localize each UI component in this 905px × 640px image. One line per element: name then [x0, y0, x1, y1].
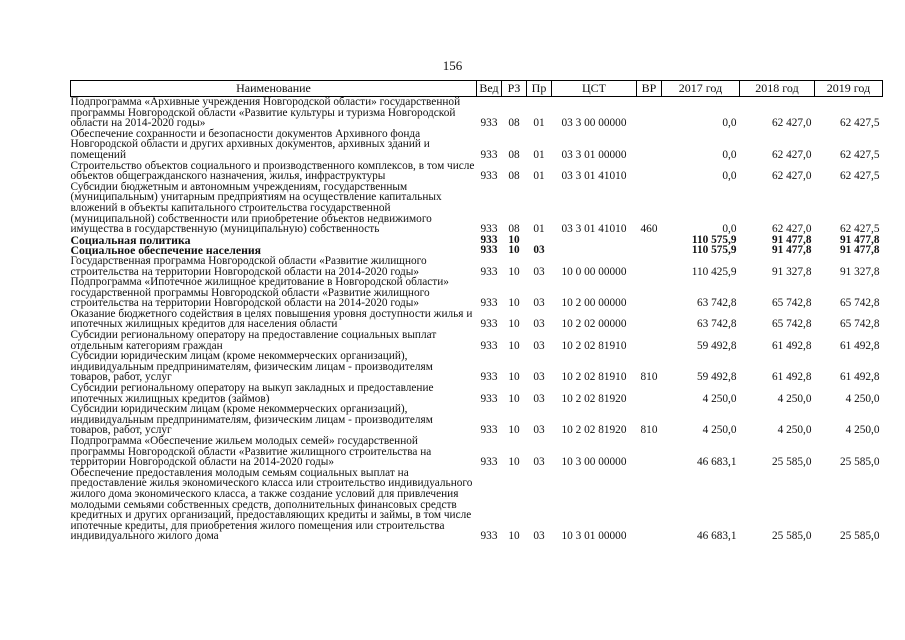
- table-cell-2019: 62 427,5: [839, 223, 880, 236]
- table-cell-name: Субсидии региональному оператору на предоставление социальных выплат отдельным категориям граждан: [70, 329, 437, 352]
- table-cell-cst: 03 3 00 00000: [561, 117, 627, 130]
- table-cell-pr: 03: [533, 456, 545, 469]
- table-cell-pr: 03: [533, 244, 545, 257]
- table-cell-cst: 10 2 02 81920: [561, 424, 627, 437]
- table-cell-ved: 933: [480, 233, 498, 246]
- header-vr: ВР: [637, 81, 662, 97]
- table-cell-2018: 62 427,0: [771, 148, 812, 161]
- table-cell-2018: 62 427,0: [771, 223, 812, 236]
- table-cell-2019: 91 477,8: [839, 244, 880, 257]
- table-row: [71, 404, 883, 436]
- table-cell-rz: 08: [508, 170, 520, 183]
- table-cell-ved: 933: [480, 265, 498, 278]
- table-cell-cst: [552, 235, 637, 246]
- table-cell-2018: 65 742,8: [771, 297, 812, 310]
- table-cell-2017: 4 250,0: [702, 424, 737, 437]
- table-cell-ved: 933: [480, 244, 498, 257]
- table-cell-name: Подпрограмма «Ипотечное жилищное кредитование в Новгородской области» государственной программы Новгородской области «Развитие жилищного строительства на территории Новгородской области на 2014-2020 годы»: [70, 276, 449, 310]
- table-cell-pr: 03: [533, 392, 545, 405]
- header-cst: ЦСТ: [552, 81, 637, 97]
- table-cell-2019: 62 427,5: [839, 170, 880, 183]
- table-cell-2018: 25 585,0: [771, 530, 812, 543]
- table-cell-ved: 933: [480, 117, 498, 130]
- table-cell-2019: 25 585,0: [839, 456, 880, 469]
- table-cell-vr: [637, 436, 662, 468]
- table-cell-rz: 10: [508, 244, 520, 257]
- table-cell-name: Подпрограмма «Архивные учреждения Новгородской области» государственной программы Новгородской области «Развитие культуры и туризма Новгородской области на 2014-2020 годы»: [70, 96, 461, 130]
- table-cell-2018: 25 585,0: [771, 456, 812, 469]
- table-cell-2018: 4 250,0: [777, 424, 812, 437]
- table-cell-cst: 10 2 00 00000: [561, 297, 627, 310]
- table-cell-pr: 03: [533, 339, 545, 352]
- table-cell-2017: 4 250,0: [702, 392, 737, 405]
- table-cell-2017: 110 425,9: [691, 265, 737, 278]
- table-cell-2017: 0,0: [722, 170, 737, 183]
- table-cell-cst: 03 3 01 41010: [561, 170, 627, 183]
- table-row: [71, 436, 883, 468]
- table-cell-vr: 810: [640, 371, 658, 384]
- table-cell-pr: 03: [533, 530, 545, 543]
- budget-table: [70, 80, 883, 542]
- header-2019: 2019 год: [815, 81, 883, 97]
- table-cell-2018: 61 492,8: [771, 371, 812, 384]
- table-cell-pr: 03: [533, 297, 545, 310]
- table-cell-2017: 59 492,8: [696, 371, 737, 384]
- table-row: [71, 256, 883, 277]
- table-cell-rz: 10: [508, 233, 520, 246]
- table-cell-pr: 03: [533, 318, 545, 331]
- table-cell-2019: 62 427,5: [839, 117, 880, 130]
- table-cell-name: Подпрограмма «Обеспечение жильем молодых семей» государственной программы Новгородской области «Развитие жилищного строительства на территории Новгородской области на 2014-2020 годы»: [70, 435, 432, 469]
- table-cell-vr: [637, 256, 662, 277]
- table-cell-name: Обеспечение предоставления молодым семьям социальных выплат на предоставление жилья экономического класса или строительство индивидуального жилого дома экономического класса, а также создание условий для привлечения молодыми семьями собственных средств, дополнительных финансовых средств кредитных и других организаций, предоставляющих кредиты и займы, в том числе ипотечные кредиты, для приобретения жилого помещения или строительства индивидуального жилого дома: [70, 466, 473, 543]
- table-cell-rz: 10: [508, 318, 520, 331]
- table-cell-pr: 03: [533, 265, 545, 278]
- table-cell-rz: 08: [508, 148, 520, 161]
- table-cell-2019: 4 250,0: [845, 424, 880, 437]
- table-cell-name: Государственная программа Новгородской области «Развитие жилищного строительства на территории Новгородской области на 2014-2020 годы»: [70, 254, 427, 278]
- table-cell-name: Строительство объектов социального и производственного комплексов, в том числе объектов общегражданского назначения, жилья, инфраструктуры: [70, 159, 475, 183]
- table-cell-cst: 10 2 02 81920: [561, 392, 627, 405]
- table-cell-2017: 63 742,8: [696, 297, 737, 310]
- table-row: [71, 330, 883, 351]
- table-cell-2017: 46 683,1: [696, 456, 737, 469]
- table-cell-2019: 65 742,8: [839, 297, 880, 310]
- table-cell-ved: 933: [480, 318, 498, 331]
- table-cell-vr: [637, 277, 662, 309]
- table-cell-2018: 62 427,0: [771, 117, 812, 130]
- table-cell-ved: 933: [480, 170, 498, 183]
- table-cell-2019: 25 585,0: [839, 530, 880, 543]
- table-cell-2017: 63 742,8: [696, 318, 737, 331]
- table-cell-name: Оказание бюджетного содействия в целях повышения уровня доступности жилья и ипотечных жилищных кредитов для населения области: [70, 307, 473, 331]
- table-cell-pr: 03: [533, 371, 545, 384]
- table-cell-rz: 10: [508, 530, 520, 543]
- table-cell-2017: 110 575,9: [691, 244, 737, 257]
- table-cell-2019: 91 327,8: [839, 265, 880, 278]
- table-row: [71, 129, 883, 161]
- table-row: [71, 309, 883, 330]
- table-cell-cst: 03 3 01 41010: [561, 223, 627, 236]
- table-cell-2018: 61 492,8: [771, 339, 812, 352]
- table-cell-2019: 62 427,5: [839, 148, 880, 161]
- table-cell-ved: 933: [480, 297, 498, 310]
- table-cell-cst: 10 3 01 00000: [561, 530, 627, 543]
- table-cell-vr: [637, 330, 662, 351]
- table-cell-2017: 0,0: [722, 117, 737, 130]
- table-cell-rz: 10: [508, 392, 520, 405]
- table-cell-2019: 61 492,8: [839, 339, 880, 352]
- table-cell-2019: 65 742,8: [839, 318, 880, 331]
- table-cell-2017: 0,0: [722, 148, 737, 161]
- table-cell-2018: 4 250,0: [777, 392, 812, 405]
- table-cell-2019: 91 477,8: [839, 233, 880, 246]
- table-cell-ved: 933: [480, 371, 498, 384]
- table-cell-name: Субсидии бюджетным и автономным учреждениям, государственным (муниципальным) унитарным предприятиям на осуществление капитальных вложений в объекты капитального строительства государственной (муниципальной) собственности или приобретение объектов недвижимого имущества в государственную (муниципальную) собственность: [70, 180, 442, 236]
- header-2017: 2017 год: [662, 81, 740, 97]
- table-cell-name: Субсидии юридическим лицам (кроме некоммерческих организаций), индивидуальным предпринимателям, физическим лицам - производителям товаров, работ, услуг: [70, 350, 433, 384]
- table-cell-cst: 10 3 00 00000: [561, 456, 627, 469]
- table-row: [71, 468, 883, 542]
- table-cell-vr: [637, 161, 662, 182]
- table-cell-2019: 61 492,8: [839, 371, 880, 384]
- table-cell-vr: [637, 468, 662, 542]
- table-cell-vr: [637, 309, 662, 330]
- table-row: [71, 97, 883, 129]
- table-row: [71, 351, 883, 383]
- header-ved: Вед: [477, 81, 502, 97]
- table-cell-ved: 933: [480, 148, 498, 161]
- table-cell-vr: [637, 245, 662, 256]
- table-cell-2017: 46 683,1: [696, 530, 737, 543]
- table-row: [71, 277, 883, 309]
- table-cell-name: Обеспечение сохранности и безопасности документов Архивного фонда Новгородской области и других архивных документов, архивных зданий и помещений: [70, 127, 430, 161]
- table-cell-pr: 03: [533, 424, 545, 437]
- table-cell-rz: 08: [508, 223, 520, 236]
- table-cell-vr: [637, 129, 662, 161]
- table-cell-ved: 933: [480, 530, 498, 543]
- table-cell-name: Субсидии юридическим лицам (кроме некоммерческих организаций), индивидуальным предпринимателям, физическим лицам - производителям товаров, работ, услуг: [70, 403, 433, 437]
- table-cell-vr: [637, 235, 662, 246]
- table-cell-rz: 10: [508, 339, 520, 352]
- header-rz: РЗ: [502, 81, 527, 97]
- table-cell-name: Социальная политика: [70, 232, 191, 247]
- header-row: [71, 81, 883, 97]
- table-cell-2018: 91 477,8: [771, 233, 812, 246]
- table-cell-2019: 4 250,0: [845, 392, 880, 405]
- table-cell-cst: [552, 245, 637, 256]
- table-cell-cst: 10 0 00 00000: [561, 265, 627, 278]
- table-cell-cst: 10 2 02 81910: [561, 371, 627, 384]
- table-cell-ved: 933: [480, 392, 498, 405]
- table-cell-ved: 933: [480, 339, 498, 352]
- table-row: [71, 182, 883, 235]
- table-cell-pr: 01: [533, 148, 545, 161]
- table-cell-rz: 10: [508, 371, 520, 384]
- table-cell-2017: 0,0: [722, 223, 737, 236]
- table-cell-ved: 933: [480, 424, 498, 437]
- table-cell-name: Субсидии региональному оператору на выкуп закладных и предоставление ипотечных жилищных кредитов (займов): [70, 382, 434, 405]
- table-cell-2018: 65 742,8: [771, 318, 812, 331]
- header-name: Наименование: [71, 81, 477, 97]
- table-cell-2018: 91 477,8: [771, 244, 812, 257]
- table-cell-name: Социальное обеспечение населения: [70, 243, 262, 258]
- table-cell-cst: 10 2 02 00000: [561, 318, 627, 331]
- table-cell-cst: 03 3 01 00000: [561, 148, 627, 161]
- table-cell-rz: 10: [508, 297, 520, 310]
- table-cell-pr: 01: [533, 170, 545, 183]
- table-cell-vr: [637, 383, 662, 404]
- table-cell-vr: 810: [640, 424, 658, 437]
- table-cell-rz: 10: [508, 456, 520, 469]
- table-cell-ved: 933: [480, 456, 498, 469]
- table-cell-pr: 01: [533, 223, 545, 236]
- table-cell-2017: 59 492,8: [696, 339, 737, 352]
- table-cell-rz: 10: [508, 424, 520, 437]
- table-cell-rz: 10: [508, 265, 520, 278]
- table-row: [71, 383, 883, 404]
- table-cell-cst: 10 2 02 81910: [561, 339, 627, 352]
- header-pr: Пр: [527, 81, 552, 97]
- table-cell-2017: 110 575,9: [691, 233, 737, 246]
- table-cell-vr: [637, 97, 662, 129]
- table-cell-rz: 08: [508, 117, 520, 130]
- table-cell-2018: 62 427,0: [771, 170, 812, 183]
- table-row: [71, 161, 883, 182]
- header-2018: 2018 год: [740, 81, 815, 97]
- table-cell-2018: 91 327,8: [771, 265, 812, 278]
- table-cell-pr: 01: [533, 117, 545, 130]
- table-cell-ved: 933: [480, 223, 498, 236]
- table-cell-vr: 460: [640, 223, 658, 236]
- page-number: 156: [442, 58, 463, 73]
